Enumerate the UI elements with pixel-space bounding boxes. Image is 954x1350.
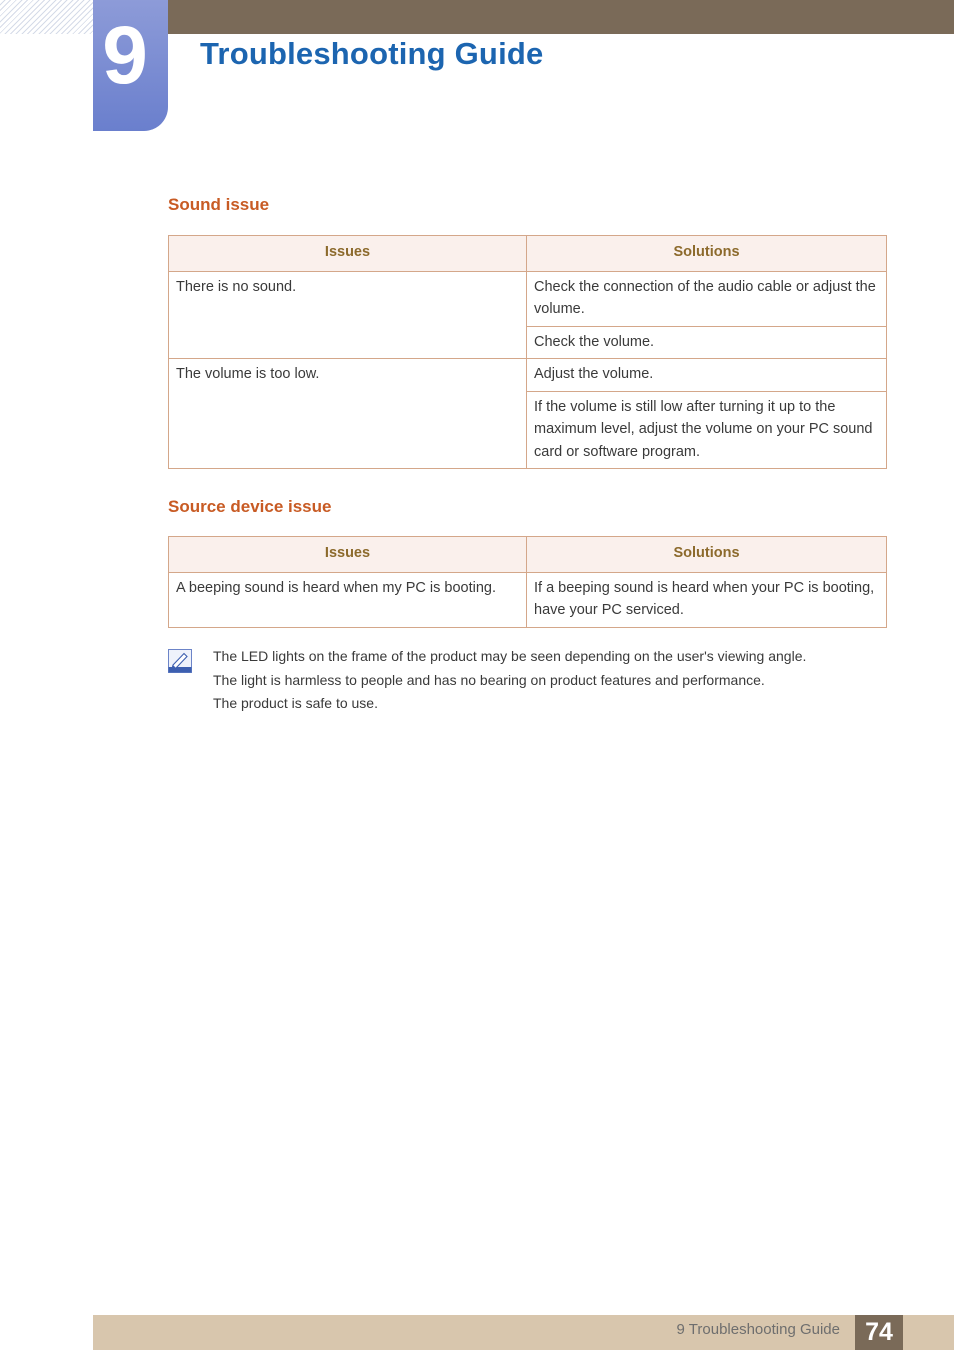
header-hatch-decoration	[0, 0, 93, 34]
table-row	[169, 572, 887, 627]
note-line: The light is harmless to people and has no bearing on product features and performance.	[213, 671, 765, 688]
note-pencil-icon	[168, 649, 192, 673]
chapter-number: 9	[102, 10, 148, 101]
issue-cell: The volume is too low.	[169, 359, 527, 469]
table-header-row	[169, 236, 887, 272]
section-heading-sound: Sound issue	[168, 195, 270, 214]
footer-chapter-label: 9 Troubleshooting Guide	[676, 1321, 840, 1338]
solution-cell: Check the volume.	[527, 326, 887, 359]
issue-cell: A beeping sound is heard when my PC is booting.	[169, 572, 527, 627]
page-title: Troubleshooting Guide	[200, 36, 544, 71]
note-line: The product is safe to use.	[213, 695, 378, 711]
chapter-tab	[93, 0, 168, 131]
section-heading-source-device: Source device issue	[168, 497, 332, 516]
table-row	[169, 359, 887, 392]
source-device-issue-table	[168, 536, 887, 628]
page-number: 74	[855, 1315, 903, 1350]
column-header-solutions: Solutions	[527, 537, 887, 573]
header-bar	[168, 0, 954, 34]
column-header-issues: Issues	[169, 537, 527, 573]
solution-cell: If a beeping sound is heard when your PC is booting, have your PC serviced.	[527, 572, 887, 627]
sound-issue-table	[168, 235, 887, 469]
column-header-issues: Issues	[169, 236, 527, 272]
solution-cell: Adjust the volume.	[527, 359, 887, 392]
table-header-row	[169, 537, 887, 573]
issue-cell: There is no sound.	[169, 271, 527, 359]
table-row	[169, 271, 887, 326]
note-line: The LED lights on the frame of the product may be seen depending on the user's viewing angle.	[213, 648, 807, 664]
solution-cell: Check the connection of the audio cable or adjust the volume.	[527, 271, 887, 326]
note-text	[213, 645, 893, 716]
solution-cell: If the volume is still low after turning it up to the maximum level, adjust the volume on your PC sound card or software program.	[527, 391, 887, 469]
column-header-solutions: Solutions	[527, 236, 887, 272]
